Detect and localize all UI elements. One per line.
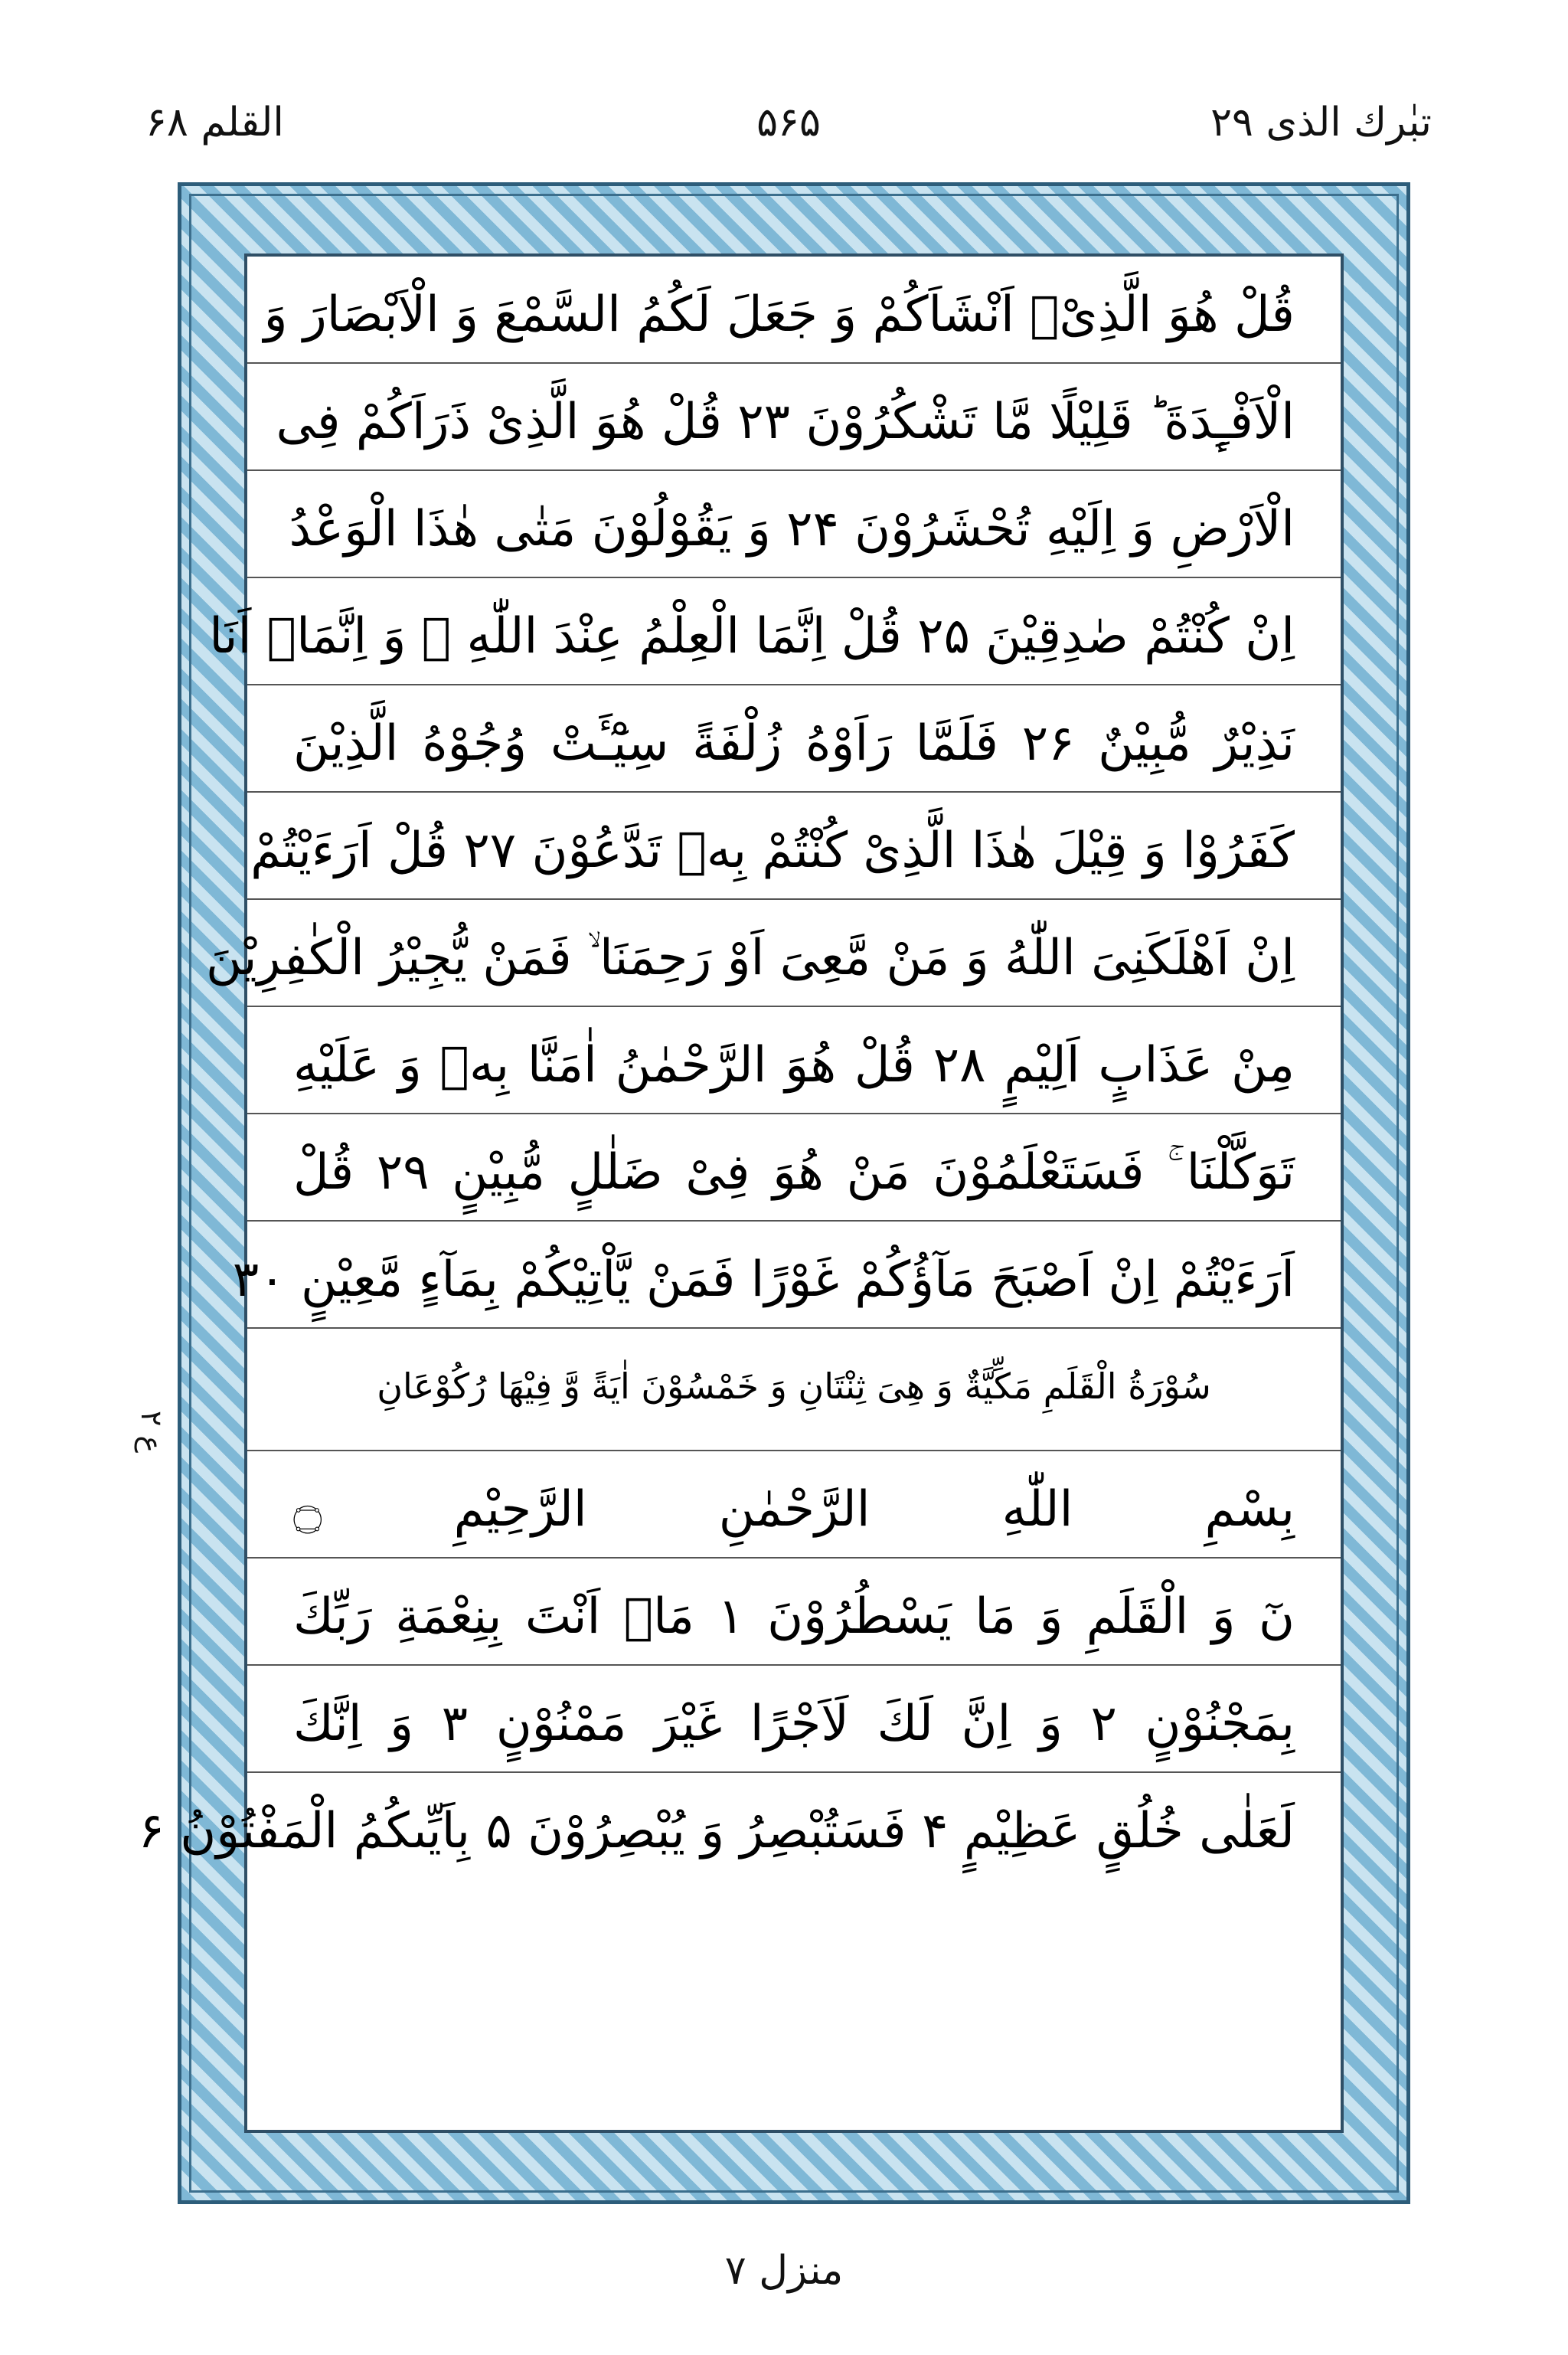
verse-line: الْاَفْـِٕدَةَ ؕ قَلِیْلًا مَّا تَشْكُرُوْنَ ۲۳ قُلْ هُوَ الَّذِیْ ذَرَاَكُمْ فِی [247, 364, 1341, 471]
verse-line: تَوَكَّلْنَا ۚ فَسَتَعْلَمُوْنَ مَنْ هُوَ فِیْ ضَلٰلٍ مُّبِیْنٍ ۲۹ قُلْ [247, 1114, 1341, 1222]
verse-line: مِنْ عَذَابٍ اَلِیْمٍ ۲۸ قُلْ هُوَ الرَّحْمٰنُ اٰمَنَّا بِهٖ وَ عَلَیْهِ [247, 1007, 1341, 1114]
page-header [145, 100, 1432, 168]
surah-heading: سُوْرَةُ الْقَلَمِ مَكِّیَّةٌ وَ هِیَ ثِنْتَانِ وَ خَمْسُوْنَ اٰیَةً وَّ فِیْهَا رُكُوْعَانِ [247, 1329, 1341, 1451]
verse-line: الْاَرْضِ وَ اِلَیْهِ تُحْشَرُوْنَ ۲۴ وَ یَقُوْلُوْنَ مَتٰى هٰذَا الْوَعْدُ [247, 471, 1341, 578]
ruku-marker: ع ۲ [135, 1411, 168, 1454]
verse-line: قُلْ هُوَ الَّذِیْۤ اَنْشَاَكُمْ وَ جَعَلَ لَكُمُ السَّمْعَ وَ الْاَبْصَارَ وَ [247, 257, 1341, 364]
verse-line: نَذِیْرٌ مُّبِیْنٌ ۲۶ فَلَمَّا رَاَوْهُ زُلْفَةً سِیْٓـَٔتْ وُجُوْهُ الَّذِیْنَ [247, 685, 1341, 793]
bismillah-line: بِسْمِ اللّٰهِ الرَّحْمٰنِ الرَّحِیْمِ ۝ [247, 1451, 1341, 1559]
verse-line: اَرَءَیْتُمْ اِنْ اَصْبَحَ مَآؤُكُمْ غَوْرًا فَمَنْ یَّاْتِیْكُمْ بِمَآءٍ مَّعِیْنٍ ۳۰ [247, 1222, 1341, 1329]
verse-line: بِمَجْنُوْنٍ ۲ وَ اِنَّ لَكَ لَاَجْرًا غَیْرَ مَمْنُوْنٍ ۳ وَ اِنَّكَ [247, 1666, 1341, 1773]
page-number: ۵۶۵ [756, 100, 821, 146]
verse-line: نٓ وَ الْقَلَمِ وَ مَا یَسْطُرُوْنَ ۱ مَاۤ اَنْتَ بِنِعْمَةِ رَبِّكَ [247, 1559, 1341, 1666]
manzil-label: منزل ۷ [724, 2248, 844, 2294]
surah-label: القلم ۶۸ [145, 100, 284, 146]
juz-label: تبٰرك الذی ۲۹ [1210, 100, 1432, 146]
verse-line: اِنْ اَهْلَكَنِیَ اللّٰهُ وَ مَنْ مَّعِیَ اَوْ رَحِمَنَا ۙ فَمَنْ یُّجِیْرُ الْكٰفِرِیْنَ [247, 900, 1341, 1007]
verse-line: كَفَرُوْا وَ قِیْلَ هٰذَا الَّذِیْ كُنْتُمْ بِهٖ تَدَّعُوْنَ ۲۷ قُلْ اَرَءَیْتُمْ [247, 793, 1341, 900]
verse-line: اِنْ كُنْتُمْ صٰدِقِیْنَ ۲۵ قُلْ اِنَّمَا الْعِلْمُ عِنْدَ اللّٰهِ ۪ وَ اِنَّمَاۤ اَنَا [247, 578, 1341, 685]
verse-line: لَعَلٰى خُلُقٍ عَظِیْمٍ ۴ فَسَتُبْصِرُ وَ یُبْصِرُوْنَ ۵ بِاَیِّىكُمُ الْمَفْتُوْنُ ۶ [138, 1803, 1295, 1859]
